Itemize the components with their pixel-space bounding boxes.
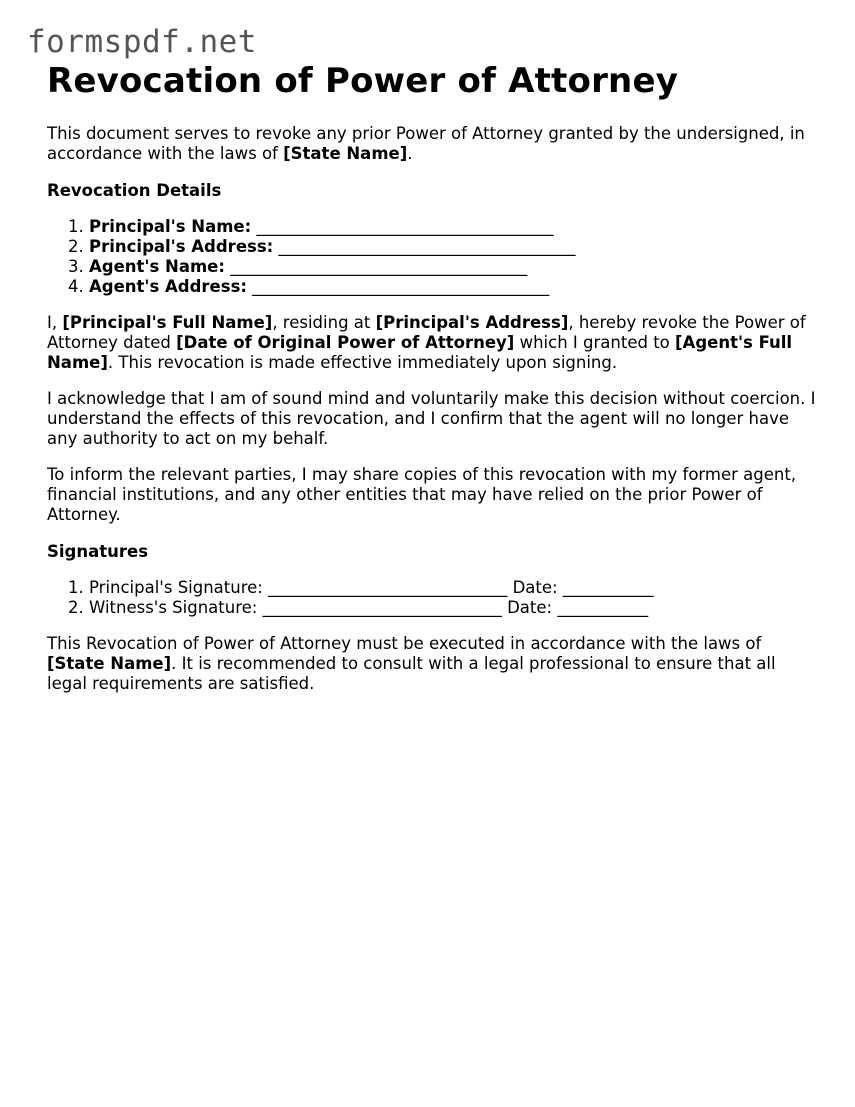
signatures-heading: Signatures [47,542,149,561]
principal-signature-line: Principal's Signature: _____________________________ Date: ___________ [89,578,654,597]
declaration-text: . This revocation is made effective immediately upon signing. [107,353,618,372]
document-page [47,60,817,694]
list-item [89,217,817,237]
intro-text-end: . [407,144,413,163]
intro-text: This document serves to revoke any prior Power of Attorney granted by the undersigned, in accordance with the laws of [47,124,805,163]
site-watermark: formspdf.net [27,24,257,60]
revocation-details-list [47,217,817,297]
revocation-details-heading: Revocation Details [47,181,222,200]
witness-signature-line: Witness's Signature: _____________________________ Date: ___________ [89,598,649,617]
state-name-placeholder: [State Name] [47,654,172,673]
list-item [89,598,817,618]
signatures-list [47,578,817,618]
list-item [89,237,817,257]
closing-paragraph [47,634,817,694]
closing-text-end: . It is recommended to consult with a legal professional to ensure that all legal requirements are satisfied. [47,654,776,693]
declaration-text: , hereby revoke the Power of Attorney dated [47,313,806,352]
agent-name-blank: ____________________________________ [230,257,528,276]
list-item [89,578,817,598]
principal-full-name-placeholder: [Principal's Full Name] [62,313,273,332]
intro-paragraph [47,124,817,164]
document-title: Revocation of Power of Attorney [47,61,679,101]
principal-name-blank: ____________________________________ [256,217,554,236]
list-item [89,257,817,277]
declaration-text: , residing at [272,313,376,332]
declaration-paragraph [47,313,817,373]
state-name-placeholder: [State Name] [283,144,408,163]
agent-name-label: Agent's Name: [89,257,225,276]
declaration-text: which I granted to [514,333,676,352]
list-item [89,277,817,297]
declaration-text: I, [47,313,63,332]
principal-address-placeholder: [Principal's Address] [375,313,569,332]
original-date-placeholder: [Date of Original Power of Attorney] [176,333,515,352]
agent-full-name-placeholder: [Agent's Full Name] [47,333,793,372]
principal-name-label: Principal's Name: [89,217,252,236]
principal-address-label: Principal's Address: [89,237,274,256]
agent-address-label: Agent's Address: [89,277,247,296]
principal-address-blank: ____________________________________ [278,237,576,256]
acknowledgment-paragraph: I acknowledge that I am of sound mind and voluntarily make this decision without coercion. I understand the effects of this revocation, and I confirm that the agent will no longer have any authority to act on my behalf. [47,389,816,448]
closing-text: This Revocation of Power of Attorney must be executed in accordance with the laws of [47,634,762,653]
agent-address-blank: ____________________________________ [252,277,550,296]
notification-paragraph: To inform the relevant parties, I may share copies of this revocation with my former agent, financial institutions, and any other entities that may have relied on the prior Power of Attorney. [47,465,797,524]
